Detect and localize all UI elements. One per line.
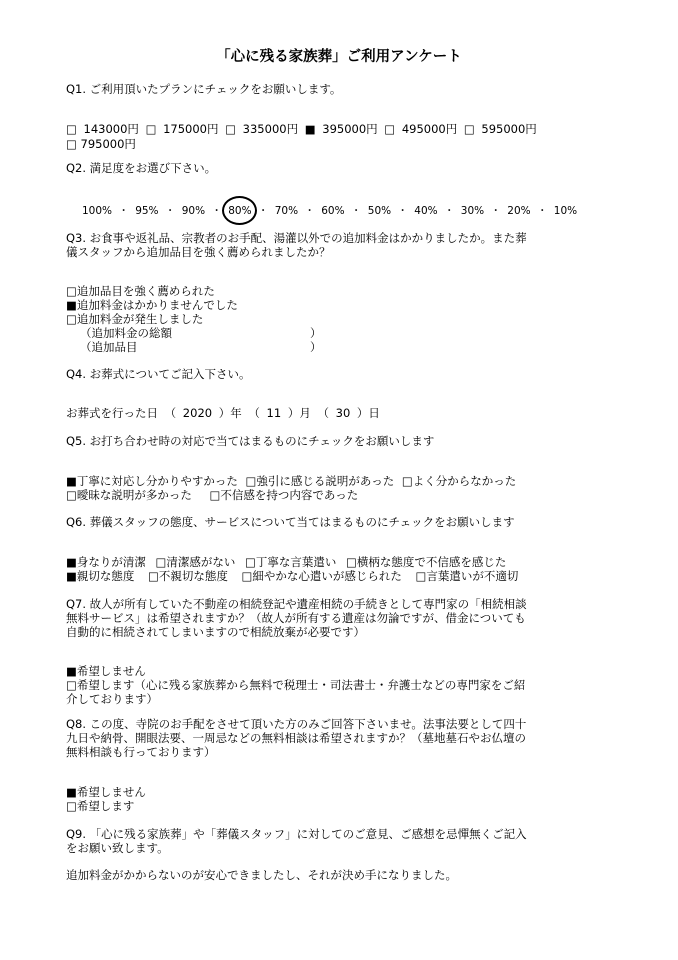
survey-title: 「心に残る家族葬」ご利用アンケート (216, 49, 462, 65)
q3-additional-items: （追加品目 ） (80, 340, 322, 354)
q5-options-line2: □曖昧な説明が多かった □不信感を持つ内容であった (66, 488, 359, 502)
q3-option: ■追加料金はかかりませんでした (66, 298, 238, 312)
q6-options-line2: ■親切な態度 □不親切な態度 □細やかな心遣いが感じられた □言葉遣いが不適切 (66, 569, 519, 583)
q3-question-line1: Q3. お食事や返礼品、宗教者のお手配、湯灌以外での追加料金はかかりましたか。また葬 (66, 231, 527, 245)
q7-option: ■希望しません (66, 664, 146, 678)
q4-funeral-date: お葬式を行った日 （ 2020 ）年 （ 11 ）月 （ 30 ）日 (66, 406, 380, 420)
q8-question-line2: 九日や納骨、開眼法要、一周忌などの無料相談は希望されますか？（墓地墓石やお仏壇の (66, 731, 526, 745)
selected-satisfaction-circle (222, 196, 257, 225)
q9-question-line1: Q9. 「心に残る家族葬」や「葬儀スタッフ」に対してのご意見、ご感想を忌憚無くご記入 (66, 827, 527, 841)
q3-option: □追加品目を強く薦められた (66, 284, 215, 298)
q8-question-line3: 無料相談も行っております） (66, 745, 216, 759)
q3-question-line2: 儀スタッフから追加品目を強く薦められましたか？ (66, 245, 331, 259)
q3-option: □追加料金が発生しました (66, 312, 204, 326)
q7-option-continued: 介しております） (66, 692, 158, 706)
q7-question-line3: 自動的に相続されてしまいますので相続放棄が必要です） (66, 625, 365, 639)
q1-question: Q1. ご利用頂いたプランにチェックをお願いします。 (66, 82, 342, 96)
q1-plan-options-line2: □ 795000円 (66, 137, 136, 151)
q3-additional-total: （追加料金の総額 ） (80, 326, 322, 340)
q9-question-line2: をお願い致します。 (66, 841, 169, 855)
q6-options-line1: ■身なりが清潔 □清潔感がない □丁寧な言葉遣い □横柄な態度で不信感を感じた (66, 555, 507, 569)
q2-question: Q2. 満足度をお選び下さい。 (66, 161, 217, 175)
q7-question-line1: Q7. 故人が所有していた不動産の相続登記や遺産相続の手続きとして専門家の「相続相談 (66, 597, 527, 611)
q9-answer: 追加料金がかからないのが安心できましたし、それが決め手になりました。 (66, 868, 457, 882)
q8-question-line1: Q8. この度、寺院のお手配をさせて頂いた方のみご回答下さいませ。法事法要として四十 (66, 717, 527, 731)
q7-question-line2: 無料サービス」は希望されますか？（故人が所有する遺産は勿論ですが、借金についても (66, 611, 526, 625)
q2-satisfaction-scale: 100% ・ 95% ・ 90% ・ 80% ・ 70% ・ 60% ・ 50% ・ 40% ・ 30% ・ 20% ・ 10% (82, 205, 578, 217)
q7-option: □希望します（心に残る家族葬から無料で税理士・司法書士・弁護士などの専門家をご紹 (66, 678, 526, 692)
q5-question: Q5. お打ち合わせ時の対応で当てはまるものにチェックをお願いします (66, 434, 435, 448)
q8-option: □希望します (66, 799, 135, 813)
q6-question: Q6. 葬儀スタッフの態度、サービスについて当てはまるものにチェックをお願いします (66, 515, 515, 529)
q1-plan-options-line1: □ 143000円 □ 175000円 □ 335000円 ■ 395000円 □ 495000円 □ 595000円 (66, 122, 537, 136)
q8-option: ■希望しません (66, 785, 146, 799)
q5-options-line1: ■丁寧に対応し分かりやすかった □強引に感じる説明があった □よく分からなかった (66, 474, 517, 488)
q4-question: Q4. お葬式についてご記入下さい。 (66, 367, 251, 381)
